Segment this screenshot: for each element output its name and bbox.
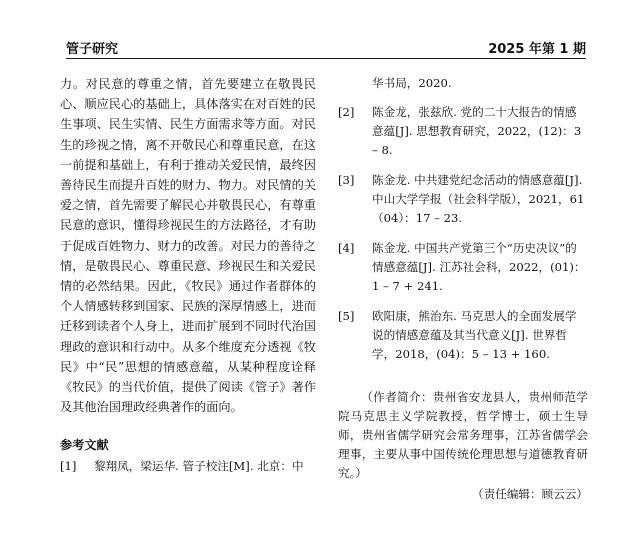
reference-text: 黎翔凤，梁运华. 管子校注[M]. 北京：中 xyxy=(94,458,304,473)
reference-number: [2] xyxy=(338,105,355,119)
reference-number: [5] xyxy=(338,309,355,323)
references-title: 参考文献 xyxy=(60,438,109,453)
left-column xyxy=(60,74,316,476)
reference-text: 陈金龙，张兹欣. 党的二十大报告的情感意蕴[J]. 思想教育研究，2022，(12)：3 – 8. xyxy=(372,105,582,157)
reference-text: 陈金龙. 中国共产党第三个“历史决议”的情感意蕴[J]. 江苏社会科，2022，(01)：1 – 7 + 241. xyxy=(372,241,586,293)
responsible-editor: （责任编辑：顾云云） xyxy=(472,487,588,501)
reference-item-2 xyxy=(338,103,588,160)
reference-text: 陈金龙. 中共建党纪念活动的情感意蕴[J]. 中山大学学报（社会科学版），2021，61（04）：17 – 23. xyxy=(372,173,585,225)
running-header xyxy=(66,36,586,59)
reference-item-1 xyxy=(60,456,316,476)
reference-item-3 xyxy=(338,171,588,228)
reference-number: [1] xyxy=(60,458,77,473)
reference-number: [3] xyxy=(338,173,355,187)
journal-name: 管子研究 xyxy=(66,42,119,57)
reference-item-4 xyxy=(338,239,588,296)
reference-number: [4] xyxy=(338,241,355,255)
author-bio: （作者简介：贵州省安龙县人，贵州师范学院马克思主义学院教授，哲学博士，硕士生导师，贵州省儒学研究会常务理事，江苏省儒学会理事，主要从事中国传统伦理思想与道德教育研究。） xyxy=(338,390,588,480)
reference-item-5 xyxy=(338,307,588,364)
issue-label: 2025 年第 1 期 xyxy=(488,42,586,57)
body-paragraph: 力。对民意的尊重之情，首先要建立在敬畏民心、顺应民心的基础上，具体落实在对百姓的民生事项、民生实情、民生方面需求等方面。对民生的珍视之情，离不开敬民心和尊重民意，在这一前提和基础上，有利于推动关爱民情，最终因善待民生而提升百姓的财力、物力。对民情的关爱之情，首先需要了解民心并敬畏民心，有尊重民意的意识，懂得珍视民生的方法路径，才有助于促成百姓物力、财力的改善。对民力的善待之情，是敬畏民心、尊重民意、珍视民生和关爱民情的必然结果。因此，《牧民》通过作者群体的个人情感转移到国家、民族的深厚情感上，进而迁移到读者个人身上，进而扩展到不同时代治国理政的意识和行动中。从多个维度充分透视《牧民》中“民”思想的情感意蕴，从某种程度诠释《牧民》的当代价值，提供了阅读《管子》著作及其他治国理政经典著作的面向。 xyxy=(60,77,316,415)
reference-text: 欧阳康，熊治东. 马克思人的全面发展学说的情感意蕴及其当代意义[J]. 世界哲学，2018，(04)：5 – 13 + 160. xyxy=(372,309,577,361)
right-column xyxy=(338,74,588,504)
reference-continuation: 华书局，2020. xyxy=(372,76,452,90)
